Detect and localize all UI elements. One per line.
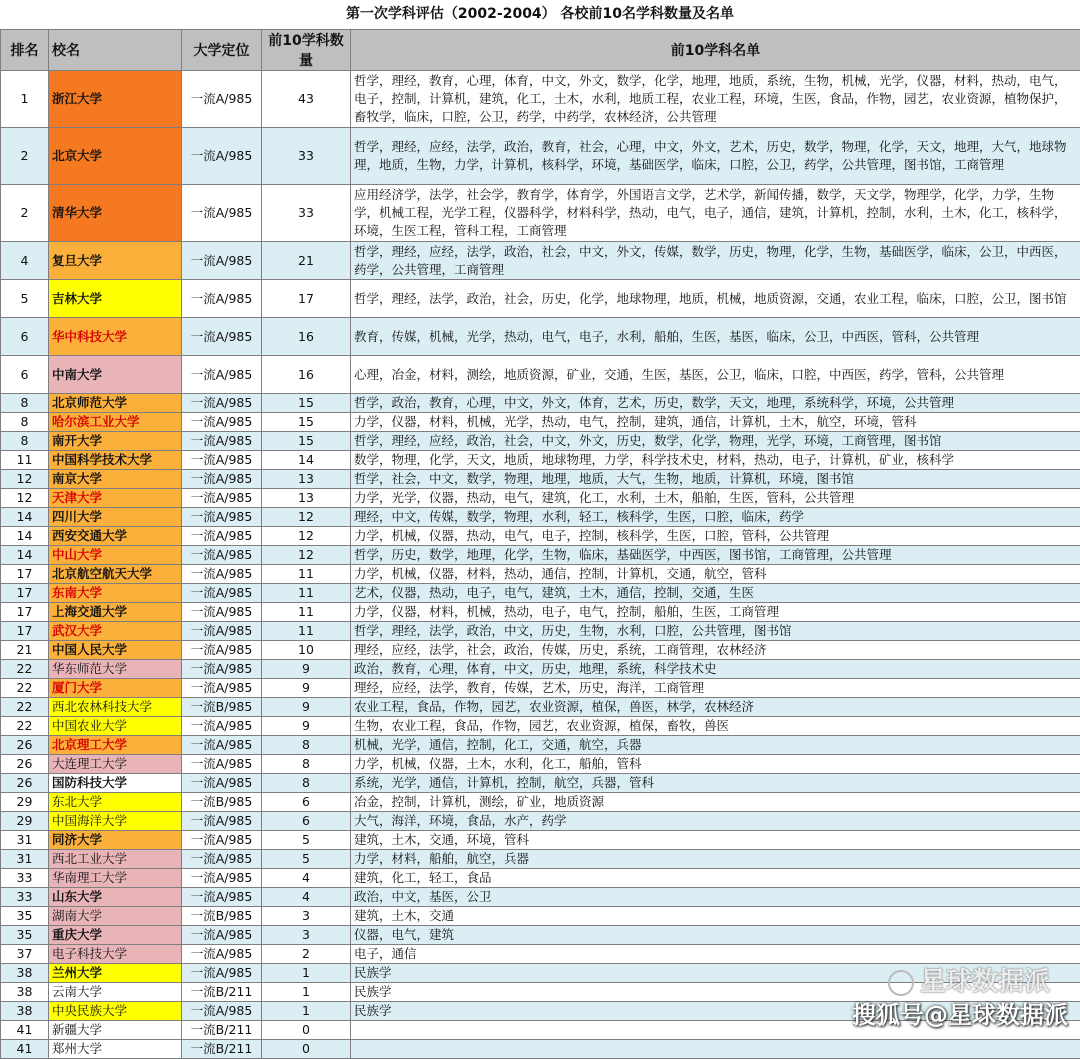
table-row [1, 736, 1080, 755]
school-name-cell: 武汉大学 [49, 622, 182, 641]
table-row [1, 831, 1080, 850]
school-name-cell: 四川大学 [49, 508, 182, 527]
school-name-cell: 天津大学 [49, 489, 182, 508]
subject-list-cell: 建筑，化工，轻工，食品 [351, 869, 1080, 888]
table-row [1, 470, 1080, 489]
type-cell: 一流B/211 [182, 1021, 262, 1040]
table-row [1, 603, 1080, 622]
watermark-line1 [888, 961, 1050, 998]
table-row [1, 755, 1080, 774]
school-name-cell: 南开大学 [49, 432, 182, 451]
rank-cell: 33 [1, 888, 49, 907]
rank-cell: 17 [1, 603, 49, 622]
type-cell: 一流A/985 [182, 432, 262, 451]
rank-cell: 31 [1, 831, 49, 850]
count-cell: 1 [262, 1002, 351, 1021]
count-cell: 9 [262, 698, 351, 717]
rank-cell: 38 [1, 1002, 49, 1021]
rank-cell: 26 [1, 774, 49, 793]
rank-cell: 6 [1, 356, 49, 394]
type-cell: 一流A/985 [182, 869, 262, 888]
subject-list-cell: 理经，应经，法学，社会，政治，传媒，历史，系统，工商管理，农林经济 [351, 641, 1080, 660]
table-row [1, 394, 1080, 413]
school-name-cell: 同济大学 [49, 831, 182, 850]
rank-cell: 26 [1, 755, 49, 774]
school-name-cell: 复旦大学 [49, 242, 182, 280]
type-cell: 一流A/985 [182, 679, 262, 698]
subject-list-cell: 哲学，理经，应经，法学，政治，社会，中文，外文，传媒，数学，历史，物理，化学，生物，基础医学，临床，公卫，中西医，药学，公共管理，工商管理 [351, 242, 1080, 280]
rank-cell: 14 [1, 527, 49, 546]
subject-list-cell: 数学，物理，化学，天文，地质，地球物理，力学，科学技术史，材料，热动，电子，计算机，矿业，核科学 [351, 451, 1080, 470]
count-cell: 33 [262, 185, 351, 242]
subject-list-cell: 大气，海洋，环境，食品，水产，药学 [351, 812, 1080, 831]
table-row [1, 926, 1080, 945]
type-cell: 一流B/985 [182, 698, 262, 717]
table-row [1, 546, 1080, 565]
count-cell: 8 [262, 755, 351, 774]
type-cell: 一流A/985 [182, 1002, 262, 1021]
subject-list-cell: 冶金，控制，计算机，测绘，矿业，地质资源 [351, 793, 1080, 812]
school-name-cell: 西安交通大学 [49, 527, 182, 546]
table-header-row [1, 30, 1080, 71]
subject-list-cell: 哲学，理经，应经，法学，政治，教育，社会，心理，中文，外文，艺术，历史，数学，物理，化学，天文，地理，大气，地球物理，地质，生物，力学，计算机，核科学，环境，基础医学，临床，口腔，公卫，药学，公共管理，图书馆，工商管理 [351, 128, 1080, 185]
type-cell: 一流A/985 [182, 603, 262, 622]
school-name-cell: 中南大学 [49, 356, 182, 394]
count-cell: 33 [262, 128, 351, 185]
count-cell: 4 [262, 869, 351, 888]
subject-list-cell: 农业工程，食品，作物，园艺，农业资源，植保，兽医，林学，农林经济 [351, 698, 1080, 717]
rank-cell: 12 [1, 470, 49, 489]
rank-cell: 26 [1, 736, 49, 755]
type-cell: 一流A/985 [182, 945, 262, 964]
count-cell: 6 [262, 793, 351, 812]
school-name-cell: 大连理工大学 [49, 755, 182, 774]
subject-list-cell: 民族学 [351, 983, 1080, 1002]
subject-list-cell: 哲学，理经，法学，政治，社会，历史，化学，地球物理，地质，机械，地质资源，交通，农业工程，临床，口腔，公卫，图书馆 [351, 280, 1080, 318]
type-cell: 一流A/985 [182, 831, 262, 850]
header-type: 大学定位 [182, 30, 262, 71]
subject-list-cell: 哲学，理经，应经，政治，社会，中文，外文，历史，数学，化学，物理，光学，环境，工商管理，图书馆 [351, 432, 1080, 451]
type-cell: 一流A/985 [182, 413, 262, 432]
school-name-cell: 新疆大学 [49, 1021, 182, 1040]
rank-cell: 41 [1, 1040, 49, 1059]
type-cell: 一流A/985 [182, 470, 262, 489]
type-cell: 一流A/985 [182, 71, 262, 128]
count-cell: 5 [262, 831, 351, 850]
rank-cell: 17 [1, 622, 49, 641]
subject-list-cell: 机械，光学，通信，控制，化工，交通，航空，兵器 [351, 736, 1080, 755]
table-row [1, 356, 1080, 394]
count-cell: 12 [262, 527, 351, 546]
table-row [1, 888, 1080, 907]
table-row [1, 185, 1080, 242]
count-cell: 6 [262, 812, 351, 831]
count-cell: 11 [262, 603, 351, 622]
type-cell: 一流B/985 [182, 793, 262, 812]
subject-list-cell: 仪器，电气，建筑 [351, 926, 1080, 945]
rank-cell: 29 [1, 793, 49, 812]
rank-cell: 22 [1, 660, 49, 679]
count-cell: 15 [262, 413, 351, 432]
watermark-line2: 搜狐号@星球数据派 [852, 995, 1068, 1030]
school-name-cell: 湖南大学 [49, 907, 182, 926]
table-row [1, 907, 1080, 926]
table-row [1, 774, 1080, 793]
type-cell: 一流A/985 [182, 774, 262, 793]
school-name-cell: 云南大学 [49, 983, 182, 1002]
count-cell: 9 [262, 717, 351, 736]
type-cell: 一流A/985 [182, 964, 262, 983]
type-cell: 一流A/985 [182, 812, 262, 831]
subject-list-cell [351, 1040, 1080, 1059]
school-name-cell: 中国海洋大学 [49, 812, 182, 831]
school-name-cell: 中国人民大学 [49, 641, 182, 660]
type-cell: 一流A/985 [182, 546, 262, 565]
table-row [1, 128, 1080, 185]
type-cell: 一流A/985 [182, 755, 262, 774]
subject-list-cell: 理经，应经，法学，教育，传媒，艺术，历史，海洋，工商管理 [351, 679, 1080, 698]
count-cell: 12 [262, 546, 351, 565]
count-cell: 13 [262, 470, 351, 489]
type-cell: 一流A/985 [182, 527, 262, 546]
subject-list-cell: 哲学，理经，教育，心理，体育，中文，外文，数学，化学，地理，地质，系统，生物，机械，光学，仪器，材料，热动，电气，电子，控制，计算机，建筑，化工，土木，水利，地质工程，农业工程，环境，生医，食品，作物，园艺，农业资源，植物保护，畜牧学，临床，口腔，公卫，药学，中药学，农林经济，公共管理 [351, 71, 1080, 128]
table-row [1, 641, 1080, 660]
table-row [1, 679, 1080, 698]
type-cell: 一流A/985 [182, 736, 262, 755]
type-cell: 一流A/985 [182, 451, 262, 470]
table-row [1, 869, 1080, 888]
table-row [1, 432, 1080, 451]
table-row [1, 1040, 1080, 1059]
school-name-cell: 哈尔滨工业大学 [49, 413, 182, 432]
school-name-cell: 山东大学 [49, 888, 182, 907]
count-cell: 0 [262, 1040, 351, 1059]
count-cell: 1 [262, 983, 351, 1002]
table-row [1, 565, 1080, 584]
table-row [1, 812, 1080, 831]
subject-list-cell: 应用经济学，法学，社会学，教育学，体育学，外国语言文学，艺术学，新闻传播，数学，天文学，物理学，化学，力学，生物学，机械工程，光学工程，仪器科学，材料科学，热动，电气，电子，通信，建筑，计算机，控制，水利，土木，化工，核科学，环境，生医工程，管科工程，工商管理 [351, 185, 1080, 242]
subject-list-cell: 政治，中文，基医，公卫 [351, 888, 1080, 907]
subject-list-cell: 力学，机械，仪器，材料，热动，通信，控制，计算机，交通，航空，管科 [351, 565, 1080, 584]
school-name-cell: 华东师范大学 [49, 660, 182, 679]
type-cell: 一流B/985 [182, 907, 262, 926]
subject-list-cell: 电子，通信 [351, 945, 1080, 964]
rank-cell: 22 [1, 679, 49, 698]
table-row [1, 622, 1080, 641]
rank-cell: 6 [1, 318, 49, 356]
school-name-cell: 北京大学 [49, 128, 182, 185]
type-cell: 一流A/985 [182, 356, 262, 394]
school-name-cell: 中央民族大学 [49, 1002, 182, 1021]
table-body [1, 71, 1080, 1059]
type-cell: 一流B/211 [182, 983, 262, 1002]
type-cell: 一流A/985 [182, 926, 262, 945]
type-cell: 一流A/985 [182, 565, 262, 584]
subject-list-cell: 系统，光学，通信，计算机，控制，航空，兵器，管科 [351, 774, 1080, 793]
subject-list-cell: 哲学，社会，中文，数学，物理，地理，地质，大气，生物，地质，计算机，环境，图书馆 [351, 470, 1080, 489]
school-name-cell: 郑州大学 [49, 1040, 182, 1059]
type-cell: 一流A/985 [182, 850, 262, 869]
table-row [1, 489, 1080, 508]
subject-list-cell: 力学，光学，仪器，热动，电气，建筑，化工，水利，土木，船舶，生医，管科，公共管理 [351, 489, 1080, 508]
subject-list-cell: 哲学，理经，法学，政治，中文，历史，生物，水利，口腔，公共管理，图书馆 [351, 622, 1080, 641]
rank-cell: 1 [1, 71, 49, 128]
rank-cell: 38 [1, 964, 49, 983]
rank-cell: 31 [1, 850, 49, 869]
table-row [1, 527, 1080, 546]
subject-list-cell: 建筑，土木，交通 [351, 907, 1080, 926]
type-cell: 一流A/985 [182, 242, 262, 280]
school-name-cell: 西北农林科技大学 [49, 698, 182, 717]
rank-cell: 2 [1, 128, 49, 185]
subject-list-cell: 力学，材料，船舶，航空，兵器 [351, 850, 1080, 869]
rank-cell: 8 [1, 394, 49, 413]
count-cell: 15 [262, 432, 351, 451]
school-name-cell: 厦门大学 [49, 679, 182, 698]
count-cell: 10 [262, 641, 351, 660]
header-count: 前10学科数量 [262, 30, 351, 71]
count-cell: 12 [262, 508, 351, 527]
school-name-cell: 北京航空航天大学 [49, 565, 182, 584]
count-cell: 9 [262, 660, 351, 679]
subject-list-cell: 民族学 [351, 964, 1080, 983]
count-cell: 9 [262, 679, 351, 698]
subject-list-cell: 力学，仪器，材料，机械，光学，热动，电气，控制，建筑，通信，计算机，土木，航空，环境，管科 [351, 413, 1080, 432]
type-cell: 一流A/985 [182, 280, 262, 318]
count-cell: 0 [262, 1021, 351, 1040]
school-name-cell: 中山大学 [49, 546, 182, 565]
school-name-cell: 中国科学技术大学 [49, 451, 182, 470]
type-cell: 一流A/985 [182, 641, 262, 660]
table-row [1, 242, 1080, 280]
subject-list-cell: 艺术，仪器，热动，电子，电气，建筑，土木，通信，控制，交通，生医 [351, 584, 1080, 603]
count-cell: 15 [262, 394, 351, 413]
school-name-cell: 上海交通大学 [49, 603, 182, 622]
rank-cell: 4 [1, 242, 49, 280]
school-name-cell: 兰州大学 [49, 964, 182, 983]
table-row [1, 318, 1080, 356]
school-name-cell: 东南大学 [49, 584, 182, 603]
rank-cell: 22 [1, 717, 49, 736]
school-name-cell: 华南理工大学 [49, 869, 182, 888]
school-name-cell: 重庆大学 [49, 926, 182, 945]
type-cell: 一流A/985 [182, 128, 262, 185]
rank-cell: 41 [1, 1021, 49, 1040]
type-cell: 一流A/985 [182, 185, 262, 242]
page-title: 第一次学科评估（2002-2004） 各校前10名学科数量及名单 [0, 0, 1080, 29]
school-name-cell: 吉林大学 [49, 280, 182, 318]
count-cell: 8 [262, 774, 351, 793]
watermark-text1: 星球数据派 [920, 967, 1050, 997]
table-row [1, 508, 1080, 527]
header-list: 前10学科名单 [351, 30, 1080, 71]
rank-cell: 38 [1, 983, 49, 1002]
rank-cell: 8 [1, 413, 49, 432]
school-name-cell: 西北工业大学 [49, 850, 182, 869]
rank-cell: 11 [1, 451, 49, 470]
table-row [1, 413, 1080, 432]
ranking-table [0, 29, 1080, 1059]
count-cell: 11 [262, 622, 351, 641]
subject-list-cell: 哲学，历史，数学，地理，化学，生物，临床，基础医学，中西医，图书馆，工商管理，公共管理 [351, 546, 1080, 565]
type-cell: 一流A/985 [182, 489, 262, 508]
subject-list-cell: 生物，农业工程，食品，作物，园艺，农业资源，植保，畜牧，兽医 [351, 717, 1080, 736]
rank-cell: 37 [1, 945, 49, 964]
count-cell: 16 [262, 318, 351, 356]
count-cell: 11 [262, 565, 351, 584]
rank-cell: 33 [1, 869, 49, 888]
rank-cell: 29 [1, 812, 49, 831]
table-row [1, 280, 1080, 318]
school-name-cell: 浙江大学 [49, 71, 182, 128]
type-cell: 一流A/985 [182, 660, 262, 679]
school-name-cell: 清华大学 [49, 185, 182, 242]
school-name-cell: 电子科技大学 [49, 945, 182, 964]
school-name-cell: 华中科技大学 [49, 318, 182, 356]
subject-list-cell: 民族学 [351, 1002, 1080, 1021]
school-name-cell: 东北大学 [49, 793, 182, 812]
count-cell: 4 [262, 888, 351, 907]
type-cell: 一流A/985 [182, 318, 262, 356]
table-row [1, 793, 1080, 812]
count-cell: 13 [262, 489, 351, 508]
subject-list-cell: 政治，教育，心理，体育，中文，历史，地理，系统，科学技术史 [351, 660, 1080, 679]
header-rank: 排名 [1, 30, 49, 71]
type-cell: 一流A/985 [182, 584, 262, 603]
rank-cell: 14 [1, 508, 49, 527]
type-cell: 一流A/985 [182, 394, 262, 413]
count-cell: 43 [262, 71, 351, 128]
rank-cell: 21 [1, 641, 49, 660]
table-row [1, 660, 1080, 679]
count-cell: 2 [262, 945, 351, 964]
subject-list-cell: 建筑，土木，交通，环境，管科 [351, 831, 1080, 850]
count-cell: 21 [262, 242, 351, 280]
table-row [1, 71, 1080, 128]
subject-list-cell: 理经，中文，传媒，数学，物理，水利，轻工，核科学，生医，口腔，临床，药学 [351, 508, 1080, 527]
table-row [1, 698, 1080, 717]
subject-list-cell: 教育，传媒，机械，光学，热动，电气，电子，水利，船舶，生医，基医，临床，公卫，中西医，管科，公共管理 [351, 318, 1080, 356]
table-row [1, 451, 1080, 470]
rank-cell: 17 [1, 584, 49, 603]
count-cell: 16 [262, 356, 351, 394]
subject-list-cell: 心理，冶金，材料，测绘，地质资源，矿业，交通，生医，基医，公卫，临床，口腔，中西医，药学，管科，公共管理 [351, 356, 1080, 394]
school-name-cell: 北京理工大学 [49, 736, 182, 755]
table-row [1, 850, 1080, 869]
school-name-cell: 南京大学 [49, 470, 182, 489]
rank-cell: 22 [1, 698, 49, 717]
type-cell: 一流A/985 [182, 717, 262, 736]
school-name-cell: 北京师范大学 [49, 394, 182, 413]
subject-list-cell: 力学，机械，仪器，土木，水利，化工，船舶，管科 [351, 755, 1080, 774]
header-name: 校名 [49, 30, 182, 71]
subject-list-cell: 力学，机械，仪器，热动，电气，电子，控制，核科学，生医，口腔，管科，公共管理 [351, 527, 1080, 546]
rank-cell: 35 [1, 907, 49, 926]
count-cell: 11 [262, 584, 351, 603]
subject-list-cell: 哲学，政治，教育，心理，中文，外文，体育，艺术，历史，数学，天文，地理，系统科学，环境，公共管理 [351, 394, 1080, 413]
school-name-cell: 中国农业大学 [49, 717, 182, 736]
count-cell: 3 [262, 926, 351, 945]
type-cell: 一流A/985 [182, 508, 262, 527]
wechat-icon [888, 970, 914, 996]
subject-list-cell: 力学，仪器，材料，机械，热动，电子，电气，控制，船舶，生医，工商管理 [351, 603, 1080, 622]
count-cell: 3 [262, 907, 351, 926]
count-cell: 5 [262, 850, 351, 869]
count-cell: 14 [262, 451, 351, 470]
rank-cell: 8 [1, 432, 49, 451]
rank-cell: 35 [1, 926, 49, 945]
rank-cell: 5 [1, 280, 49, 318]
table-row [1, 717, 1080, 736]
count-cell: 8 [262, 736, 351, 755]
school-name-cell: 国防科技大学 [49, 774, 182, 793]
count-cell: 17 [262, 280, 351, 318]
table-row [1, 584, 1080, 603]
rank-cell: 12 [1, 489, 49, 508]
count-cell: 1 [262, 964, 351, 983]
type-cell: 一流A/985 [182, 888, 262, 907]
type-cell: 一流B/211 [182, 1040, 262, 1059]
type-cell: 一流A/985 [182, 622, 262, 641]
rank-cell: 2 [1, 185, 49, 242]
rank-cell: 17 [1, 565, 49, 584]
rank-cell: 14 [1, 546, 49, 565]
